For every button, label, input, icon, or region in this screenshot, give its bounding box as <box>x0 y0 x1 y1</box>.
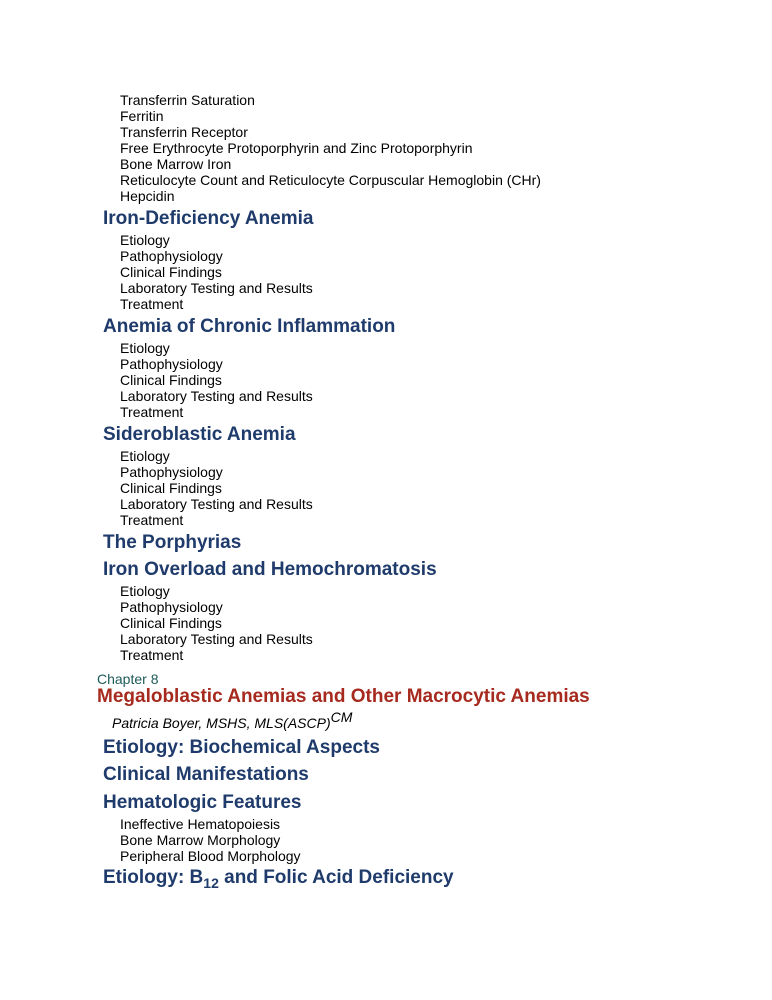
section-heading: Iron Overload and Hemochromatosis <box>103 559 437 580</box>
list-item: Hepcidin <box>120 188 175 204</box>
list-item: Etiology <box>120 448 170 464</box>
section-heading: Etiology: Biochemical Aspects <box>103 737 380 758</box>
list-item: Pathophysiology <box>120 464 223 480</box>
list-item: Treatment <box>120 296 184 312</box>
heading-subscript: 12 <box>203 875 219 891</box>
list-item: Etiology <box>120 583 170 599</box>
list-item: Ferritin <box>120 108 164 124</box>
section-heading: Clinical Manifestations <box>103 764 309 785</box>
author-name: Patricia Boyer, MSHS, MLS(ASCP) <box>112 715 331 731</box>
list-item: Clinical Findings <box>120 615 222 631</box>
list-item: Free Erythrocyte Protoporphyrin and Zinc Protoporphyrin <box>120 140 473 156</box>
list-item: Clinical Findings <box>120 372 222 388</box>
list-item: Pathophysiology <box>120 248 223 264</box>
list-item: Clinical Findings <box>120 480 222 496</box>
author-credential: CM <box>330 709 353 725</box>
list-item: Laboratory Testing and Results <box>120 280 313 296</box>
list-item: Treatment <box>120 647 184 663</box>
heading-suffix: and Folic Acid Deficiency <box>218 867 454 888</box>
section-heading-b12 <box>103 867 454 889</box>
list-item: Bone Marrow Iron <box>120 156 232 172</box>
list-item: Treatment <box>120 404 184 420</box>
list-item: Ineffective Hematopoiesis <box>120 816 281 832</box>
list-item: Laboratory Testing and Results <box>120 631 313 647</box>
section-heading: The Porphyrias <box>103 532 242 553</box>
list-item: Transferrin Saturation <box>120 92 255 108</box>
list-item: Pathophysiology <box>120 356 223 372</box>
chapter-label: Chapter 8 <box>97 671 159 687</box>
list-item: Transferrin Receptor <box>120 124 248 140</box>
section-heading: Anemia of Chronic Inflammation <box>103 316 396 337</box>
list-item: Pathophysiology <box>120 599 223 615</box>
list-item: Etiology <box>120 340 170 356</box>
list-item: Reticulocyte Count and Reticulocyte Corpuscular Hemoglobin (CHr) <box>120 172 541 188</box>
list-item: Peripheral Blood Morphology <box>120 848 301 864</box>
list-item: Laboratory Testing and Results <box>120 496 313 512</box>
section-heading: Sideroblastic Anemia <box>103 424 296 445</box>
chapter-title: Megaloblastic Anemias and Other Macrocytic Anemias <box>97 686 590 707</box>
list-item: Laboratory Testing and Results <box>120 388 313 404</box>
list-item: Clinical Findings <box>120 264 222 280</box>
list-item: Treatment <box>120 512 184 528</box>
chapter-author <box>112 709 353 732</box>
section-heading: Hematologic Features <box>103 792 302 813</box>
list-item: Etiology <box>120 232 170 248</box>
section-heading: Iron-Deficiency Anemia <box>103 208 314 229</box>
heading-prefix: Etiology: B <box>103 867 204 888</box>
list-item: Bone Marrow Morphology <box>120 832 281 848</box>
